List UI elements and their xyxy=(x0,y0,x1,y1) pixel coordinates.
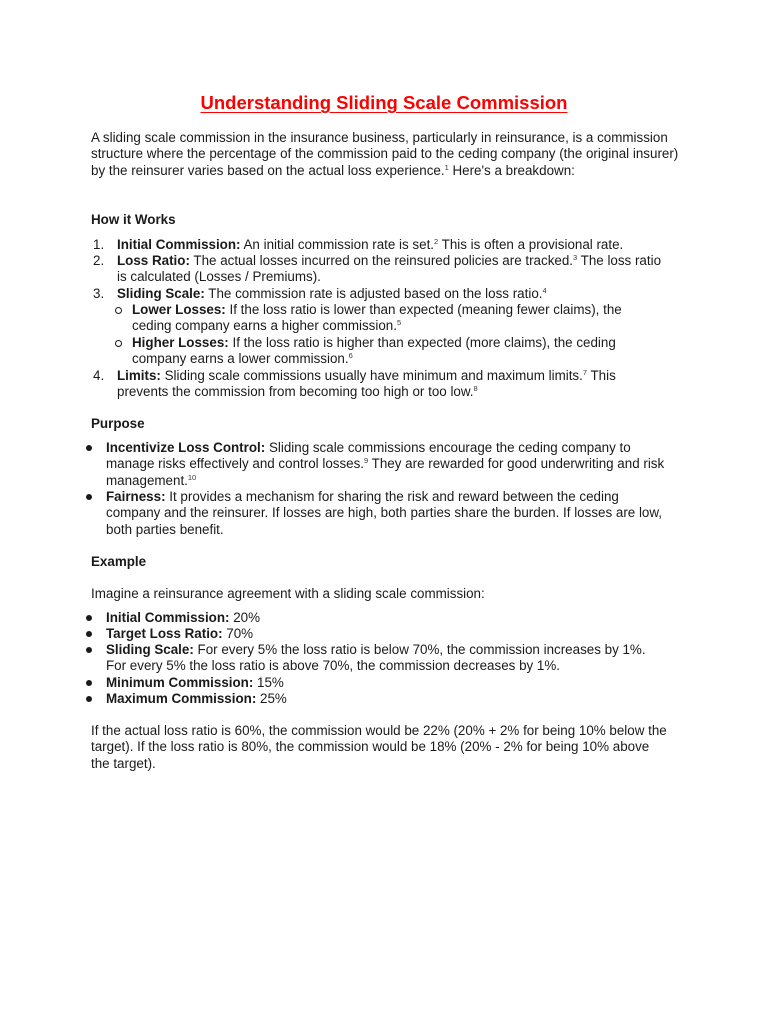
item-label: Initial Commission: xyxy=(117,237,241,252)
item-text: An initial commission rate is set. xyxy=(240,237,435,252)
example-conclusion: If the actual loss ratio is 60%, the commission would be 22% (20% + 2% for being 10% below the target). If the loss ratio is 80%, the commission would be 18% (20% - 2% for being 10% above the target). xyxy=(91,723,667,771)
list-number: 4. xyxy=(93,368,105,383)
list-item-higher-losses xyxy=(132,335,652,368)
item-text: 15% xyxy=(253,675,284,690)
section-heading-example: Example xyxy=(91,554,147,569)
footnote-ref[interactable]: 9 xyxy=(364,456,369,466)
item-text: For every 5% the loss ratio is below 70%, the commission increases by 1%. For every 5% the loss ratio is above 70%, the commission decreases by 1%. xyxy=(106,642,646,674)
intro-text-cont: Here's a breakdown: xyxy=(448,162,575,178)
circle-bullet-icon xyxy=(115,307,122,314)
item-label: Minimum Commission: xyxy=(106,675,254,690)
footnote-ref[interactable]: 1 xyxy=(444,162,449,172)
item-label: Lower Losses: xyxy=(132,302,226,317)
circle-bullet-icon xyxy=(115,340,122,347)
item-text-cont: The loss ratio is calculated (Losses / Premiums). xyxy=(117,253,662,285)
footnote-ref[interactable]: 3 xyxy=(573,253,578,262)
list-item-lower-losses xyxy=(132,302,652,335)
item-text: 20% xyxy=(229,610,261,625)
section-heading-purpose: Purpose xyxy=(91,416,145,431)
bullet-icon xyxy=(86,615,92,621)
intro-text: A sliding scale commission in the insurance business, particularly in reinsurance, is a commission structure where the percentage of the commission paid to the ceding company (the original insurer) by the reinsurer varies based on the actual loss experience. xyxy=(91,130,679,178)
list-number: 3. xyxy=(93,286,105,301)
footnote-ref[interactable]: 10 xyxy=(187,472,197,482)
list-item-sliding-scale xyxy=(117,286,677,302)
footnote-ref[interactable]: 6 xyxy=(348,351,353,361)
item-text: Sliding scale commissions usually have minimum and maximum limits. xyxy=(160,368,583,383)
page-title: Understanding Sliding Scale Commission xyxy=(200,92,568,113)
list-item-incentivize xyxy=(106,440,666,489)
footnote-ref[interactable]: 5 xyxy=(396,318,402,328)
item-label: Sliding Scale: xyxy=(117,286,205,301)
bullet-icon xyxy=(86,494,92,500)
list-item-maximum-commission xyxy=(106,691,666,707)
item-label: Initial Commission: xyxy=(106,610,230,625)
list-number: 2. xyxy=(93,253,105,268)
item-label: Sliding Scale: xyxy=(106,642,194,657)
item-label: Loss Ratio: xyxy=(117,253,190,268)
item-text: The commission rate is adjusted based on the loss ratio. xyxy=(204,286,543,301)
item-text: If the loss ratio is lower than expected (meaning fewer claims), the ceding company earns a higher commission. xyxy=(132,302,622,334)
item-text: It provides a mechanism for sharing the risk and reward between the ceding company and the reinsurer. If losses are high, both parties share the burden. If losses are low, both parties benefit. xyxy=(106,489,663,537)
footnote-ref[interactable]: 4 xyxy=(542,286,547,295)
list-item-minimum-commission xyxy=(106,675,666,691)
list-item-target-loss-ratio xyxy=(106,626,666,642)
item-text: 25% xyxy=(256,691,287,706)
list-item-limits xyxy=(117,368,662,401)
footnote-ref[interactable]: 7 xyxy=(582,368,588,377)
item-text: 70% xyxy=(222,626,254,641)
item-text-cont: This is often a provisional rate. xyxy=(438,237,624,252)
example-intro: Imagine a reinsurance agreement with a sliding scale commission: xyxy=(91,586,485,601)
section-heading-how-it-works: How it Works xyxy=(91,212,176,227)
item-label: Higher Losses: xyxy=(132,335,229,350)
item-text: Sliding scale commissions encourage the ceding company to manage risks effectively and control losses. xyxy=(106,440,631,472)
item-label: Incentivize Loss Control: xyxy=(106,440,266,455)
list-number: 1. xyxy=(93,237,105,252)
footnote-ref[interactable]: 2 xyxy=(434,237,439,246)
item-text-cont: They are rewarded for good underwriting and risk management. xyxy=(106,456,665,488)
item-text: If the loss ratio is higher than expected (more claims), the ceding company earns a lower commission. xyxy=(132,335,616,367)
item-label: Target Loss Ratio: xyxy=(106,626,223,641)
list-item-initial-commission xyxy=(117,237,677,253)
item-label: Maximum Commission: xyxy=(106,691,257,706)
bullet-icon xyxy=(86,680,92,686)
bullet-icon xyxy=(86,445,92,451)
list-item-sliding-scale-rule xyxy=(106,642,666,675)
list-item-initial-commission-value xyxy=(106,610,666,626)
item-text: The actual losses incurred on the reinsured policies are tracked. xyxy=(189,253,573,268)
bullet-icon xyxy=(86,647,92,653)
bullet-icon xyxy=(86,696,92,702)
list-item-fairness xyxy=(106,489,666,538)
list-item-loss-ratio xyxy=(117,253,662,286)
bullet-icon xyxy=(86,631,92,637)
intro-paragraph xyxy=(91,130,691,179)
item-text-cont: This prevents the commission from becoming too high or too low. xyxy=(117,368,616,400)
footnote-ref[interactable]: 8 xyxy=(473,384,478,394)
item-label: Limits: xyxy=(117,368,161,383)
item-label: Fairness: xyxy=(106,489,166,504)
